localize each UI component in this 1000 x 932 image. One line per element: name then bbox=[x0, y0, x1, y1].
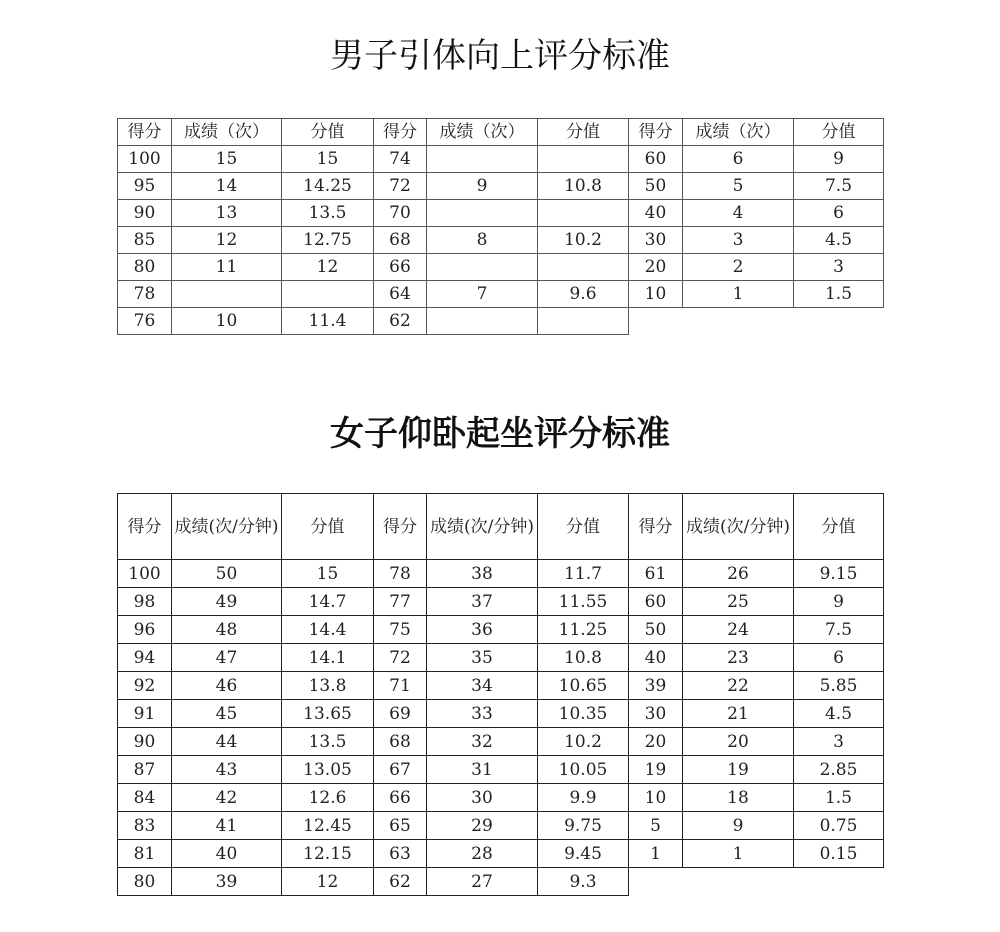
table-row bbox=[118, 227, 884, 254]
cell-points: 11.25 bbox=[538, 616, 629, 644]
cell-result: 49 bbox=[172, 588, 282, 616]
cell-score: 83 bbox=[118, 812, 172, 840]
cell-result: 8 bbox=[427, 227, 538, 254]
cell-score: 60 bbox=[629, 146, 683, 173]
table-row bbox=[118, 560, 884, 588]
cell-result: 36 bbox=[427, 616, 538, 644]
cell-result: 38 bbox=[427, 560, 538, 588]
table-row bbox=[118, 254, 884, 281]
cell-points: 3 bbox=[794, 728, 884, 756]
cell-score: 80 bbox=[118, 254, 172, 281]
cell-score: 81 bbox=[118, 840, 172, 868]
cell-result: 6 bbox=[683, 146, 794, 173]
male-pullup-scoring-table bbox=[117, 118, 884, 335]
cell-score: 87 bbox=[118, 756, 172, 784]
cell-points: 12.45 bbox=[282, 812, 374, 840]
cell-score: 100 bbox=[118, 560, 172, 588]
cell-points: 9.9 bbox=[538, 784, 629, 812]
cell-points: 1.5 bbox=[794, 784, 884, 812]
cell-score: 76 bbox=[118, 308, 172, 335]
cell-points: 9.45 bbox=[538, 840, 629, 868]
empty-space bbox=[629, 868, 683, 896]
header-score: 得分 bbox=[374, 119, 427, 146]
cell-points: 14.1 bbox=[282, 644, 374, 672]
cell-result: 11 bbox=[172, 254, 282, 281]
cell-result: 42 bbox=[172, 784, 282, 812]
cell-result: 26 bbox=[683, 560, 794, 588]
cell-result: 12 bbox=[172, 227, 282, 254]
cell-points: 9.3 bbox=[538, 868, 629, 896]
cell-score: 68 bbox=[374, 728, 427, 756]
cell-result: 19 bbox=[683, 756, 794, 784]
cell-points: 14.4 bbox=[282, 616, 374, 644]
cell-score: 60 bbox=[629, 588, 683, 616]
table-row bbox=[118, 868, 884, 896]
cell-result: 40 bbox=[172, 840, 282, 868]
cell-points: 10.2 bbox=[538, 227, 629, 254]
empty-space bbox=[629, 308, 683, 335]
cell-result: 25 bbox=[683, 588, 794, 616]
header-score: 得分 bbox=[629, 119, 683, 146]
cell-points: 12.15 bbox=[282, 840, 374, 868]
cell-points: 9.6 bbox=[538, 281, 629, 308]
header-points: 分值 bbox=[538, 119, 629, 146]
cell-score: 66 bbox=[374, 784, 427, 812]
cell-score: 69 bbox=[374, 700, 427, 728]
cell-points: 9.15 bbox=[794, 560, 884, 588]
cell-score: 71 bbox=[374, 672, 427, 700]
cell-result bbox=[427, 146, 538, 173]
header-points: 分值 bbox=[794, 119, 884, 146]
table-row bbox=[118, 644, 884, 672]
cell-result: 30 bbox=[427, 784, 538, 812]
pullup-table-title: 男子引体向上评分标准 bbox=[330, 36, 670, 76]
cell-score: 61 bbox=[629, 560, 683, 588]
cell-score: 50 bbox=[629, 616, 683, 644]
header-points: 分值 bbox=[282, 494, 374, 560]
cell-score: 72 bbox=[374, 173, 427, 200]
cell-points: 12 bbox=[282, 254, 374, 281]
cell-result: 9 bbox=[683, 812, 794, 840]
table-row bbox=[118, 173, 884, 200]
header-result: 成绩(次/分钟) bbox=[683, 494, 794, 560]
cell-score: 40 bbox=[629, 644, 683, 672]
cell-score: 10 bbox=[629, 281, 683, 308]
cell-score: 68 bbox=[374, 227, 427, 254]
cell-score: 62 bbox=[374, 868, 427, 896]
cell-points: 6 bbox=[794, 644, 884, 672]
cell-result: 32 bbox=[427, 728, 538, 756]
cell-points: 9.75 bbox=[538, 812, 629, 840]
empty-space bbox=[683, 868, 794, 896]
cell-result: 22 bbox=[683, 672, 794, 700]
cell-score: 5 bbox=[629, 812, 683, 840]
cell-score: 19 bbox=[629, 756, 683, 784]
cell-result: 29 bbox=[427, 812, 538, 840]
cell-result: 39 bbox=[172, 868, 282, 896]
cell-points: 14.25 bbox=[282, 173, 374, 200]
cell-points: 2.85 bbox=[794, 756, 884, 784]
header-row bbox=[118, 494, 884, 560]
header-result: 成绩（次） bbox=[172, 119, 282, 146]
cell-points: 9 bbox=[794, 146, 884, 173]
header-row bbox=[118, 119, 884, 146]
table-row bbox=[118, 756, 884, 784]
cell-result: 20 bbox=[683, 728, 794, 756]
cell-points: 1.5 bbox=[794, 281, 884, 308]
cell-score: 92 bbox=[118, 672, 172, 700]
table-row bbox=[118, 616, 884, 644]
cell-result bbox=[172, 281, 282, 308]
cell-points: 0.75 bbox=[794, 812, 884, 840]
cell-score: 62 bbox=[374, 308, 427, 335]
header-score: 得分 bbox=[118, 494, 172, 560]
cell-score: 95 bbox=[118, 173, 172, 200]
cell-score: 72 bbox=[374, 644, 427, 672]
header-points: 分值 bbox=[538, 494, 629, 560]
cell-score: 64 bbox=[374, 281, 427, 308]
table-row bbox=[118, 146, 884, 173]
cell-score: 67 bbox=[374, 756, 427, 784]
empty-space bbox=[683, 308, 794, 335]
cell-points: 3 bbox=[794, 254, 884, 281]
table-row bbox=[118, 588, 884, 616]
cell-score: 30 bbox=[629, 227, 683, 254]
cell-result: 34 bbox=[427, 672, 538, 700]
table-row bbox=[118, 840, 884, 868]
header-points: 分值 bbox=[282, 119, 374, 146]
cell-points: 15 bbox=[282, 560, 374, 588]
cell-points: 13.65 bbox=[282, 700, 374, 728]
cell-result: 1 bbox=[683, 840, 794, 868]
table-row bbox=[118, 728, 884, 756]
cell-result: 7 bbox=[427, 281, 538, 308]
cell-score: 100 bbox=[118, 146, 172, 173]
cell-result: 33 bbox=[427, 700, 538, 728]
cell-score: 85 bbox=[118, 227, 172, 254]
cell-score: 66 bbox=[374, 254, 427, 281]
cell-points: 4.5 bbox=[794, 700, 884, 728]
table-row bbox=[118, 281, 884, 308]
cell-points: 6 bbox=[794, 200, 884, 227]
cell-score: 30 bbox=[629, 700, 683, 728]
cell-result: 44 bbox=[172, 728, 282, 756]
cell-score: 1 bbox=[629, 840, 683, 868]
header-points: 分值 bbox=[794, 494, 884, 560]
cell-result: 47 bbox=[172, 644, 282, 672]
cell-result: 10 bbox=[172, 308, 282, 335]
cell-points: 10.65 bbox=[538, 672, 629, 700]
cell-result: 50 bbox=[172, 560, 282, 588]
cell-points: 15 bbox=[282, 146, 374, 173]
cell-points: 14.7 bbox=[282, 588, 374, 616]
cell-points: 10.35 bbox=[538, 700, 629, 728]
cell-score: 80 bbox=[118, 868, 172, 896]
cell-score: 20 bbox=[629, 254, 683, 281]
cell-result: 45 bbox=[172, 700, 282, 728]
cell-score: 75 bbox=[374, 616, 427, 644]
cell-score: 74 bbox=[374, 146, 427, 173]
cell-result bbox=[427, 254, 538, 281]
cell-points: 7.5 bbox=[794, 173, 884, 200]
cell-result: 13 bbox=[172, 200, 282, 227]
cell-score: 96 bbox=[118, 616, 172, 644]
cell-result bbox=[427, 308, 538, 335]
cell-points bbox=[538, 254, 629, 281]
cell-score: 78 bbox=[118, 281, 172, 308]
situp-table-title: 女子仰卧起坐评分标准 bbox=[330, 414, 670, 454]
empty-space bbox=[794, 308, 884, 335]
cell-points: 11.4 bbox=[282, 308, 374, 335]
cell-score: 40 bbox=[629, 200, 683, 227]
table-row bbox=[118, 308, 884, 335]
cell-points: 12 bbox=[282, 868, 374, 896]
table-row bbox=[118, 784, 884, 812]
cell-result: 14 bbox=[172, 173, 282, 200]
cell-score: 91 bbox=[118, 700, 172, 728]
cell-score: 70 bbox=[374, 200, 427, 227]
cell-score: 10 bbox=[629, 784, 683, 812]
cell-points: 12.6 bbox=[282, 784, 374, 812]
cell-points: 5.85 bbox=[794, 672, 884, 700]
cell-result bbox=[427, 200, 538, 227]
cell-points: 12.75 bbox=[282, 227, 374, 254]
cell-points bbox=[538, 200, 629, 227]
header-result: 成绩(次/分钟) bbox=[427, 494, 538, 560]
cell-score: 90 bbox=[118, 728, 172, 756]
cell-score: 78 bbox=[374, 560, 427, 588]
cell-result: 48 bbox=[172, 616, 282, 644]
cell-points bbox=[538, 308, 629, 335]
header-score: 得分 bbox=[118, 119, 172, 146]
cell-score: 50 bbox=[629, 173, 683, 200]
cell-result: 15 bbox=[172, 146, 282, 173]
header-result: 成绩（次） bbox=[427, 119, 538, 146]
cell-result: 27 bbox=[427, 868, 538, 896]
cell-points: 10.8 bbox=[538, 644, 629, 672]
cell-score: 77 bbox=[374, 588, 427, 616]
cell-points: 13.5 bbox=[282, 200, 374, 227]
cell-result: 9 bbox=[427, 173, 538, 200]
empty-space bbox=[794, 868, 884, 896]
cell-points: 9 bbox=[794, 588, 884, 616]
cell-result: 31 bbox=[427, 756, 538, 784]
cell-score: 65 bbox=[374, 812, 427, 840]
cell-result: 43 bbox=[172, 756, 282, 784]
cell-points: 13.05 bbox=[282, 756, 374, 784]
cell-result: 46 bbox=[172, 672, 282, 700]
table-row bbox=[118, 672, 884, 700]
cell-result: 41 bbox=[172, 812, 282, 840]
cell-points: 7.5 bbox=[794, 616, 884, 644]
female-situp-scoring-table bbox=[117, 493, 884, 896]
cell-result: 35 bbox=[427, 644, 538, 672]
cell-result: 4 bbox=[683, 200, 794, 227]
table-row bbox=[118, 812, 884, 840]
cell-score: 39 bbox=[629, 672, 683, 700]
cell-points bbox=[538, 146, 629, 173]
cell-points: 4.5 bbox=[794, 227, 884, 254]
table-row bbox=[118, 700, 884, 728]
cell-points: 0.15 bbox=[794, 840, 884, 868]
cell-points: 11.7 bbox=[538, 560, 629, 588]
cell-result: 18 bbox=[683, 784, 794, 812]
header-score: 得分 bbox=[629, 494, 683, 560]
cell-result: 21 bbox=[683, 700, 794, 728]
cell-score: 84 bbox=[118, 784, 172, 812]
cell-score: 94 bbox=[118, 644, 172, 672]
cell-result: 3 bbox=[683, 227, 794, 254]
cell-score: 90 bbox=[118, 200, 172, 227]
cell-points: 11.55 bbox=[538, 588, 629, 616]
cell-score: 63 bbox=[374, 840, 427, 868]
cell-result: 2 bbox=[683, 254, 794, 281]
header-score: 得分 bbox=[374, 494, 427, 560]
cell-points: 13.5 bbox=[282, 728, 374, 756]
header-result: 成绩(次/分钟) bbox=[172, 494, 282, 560]
cell-result: 37 bbox=[427, 588, 538, 616]
cell-points bbox=[282, 281, 374, 308]
cell-points: 10.05 bbox=[538, 756, 629, 784]
cell-score: 20 bbox=[629, 728, 683, 756]
cell-points: 10.2 bbox=[538, 728, 629, 756]
cell-result: 1 bbox=[683, 281, 794, 308]
cell-points: 13.8 bbox=[282, 672, 374, 700]
cell-result: 28 bbox=[427, 840, 538, 868]
cell-result: 5 bbox=[683, 173, 794, 200]
header-result: 成绩（次） bbox=[683, 119, 794, 146]
cell-points: 10.8 bbox=[538, 173, 629, 200]
table-row bbox=[118, 200, 884, 227]
cell-result: 23 bbox=[683, 644, 794, 672]
cell-score: 98 bbox=[118, 588, 172, 616]
cell-result: 24 bbox=[683, 616, 794, 644]
